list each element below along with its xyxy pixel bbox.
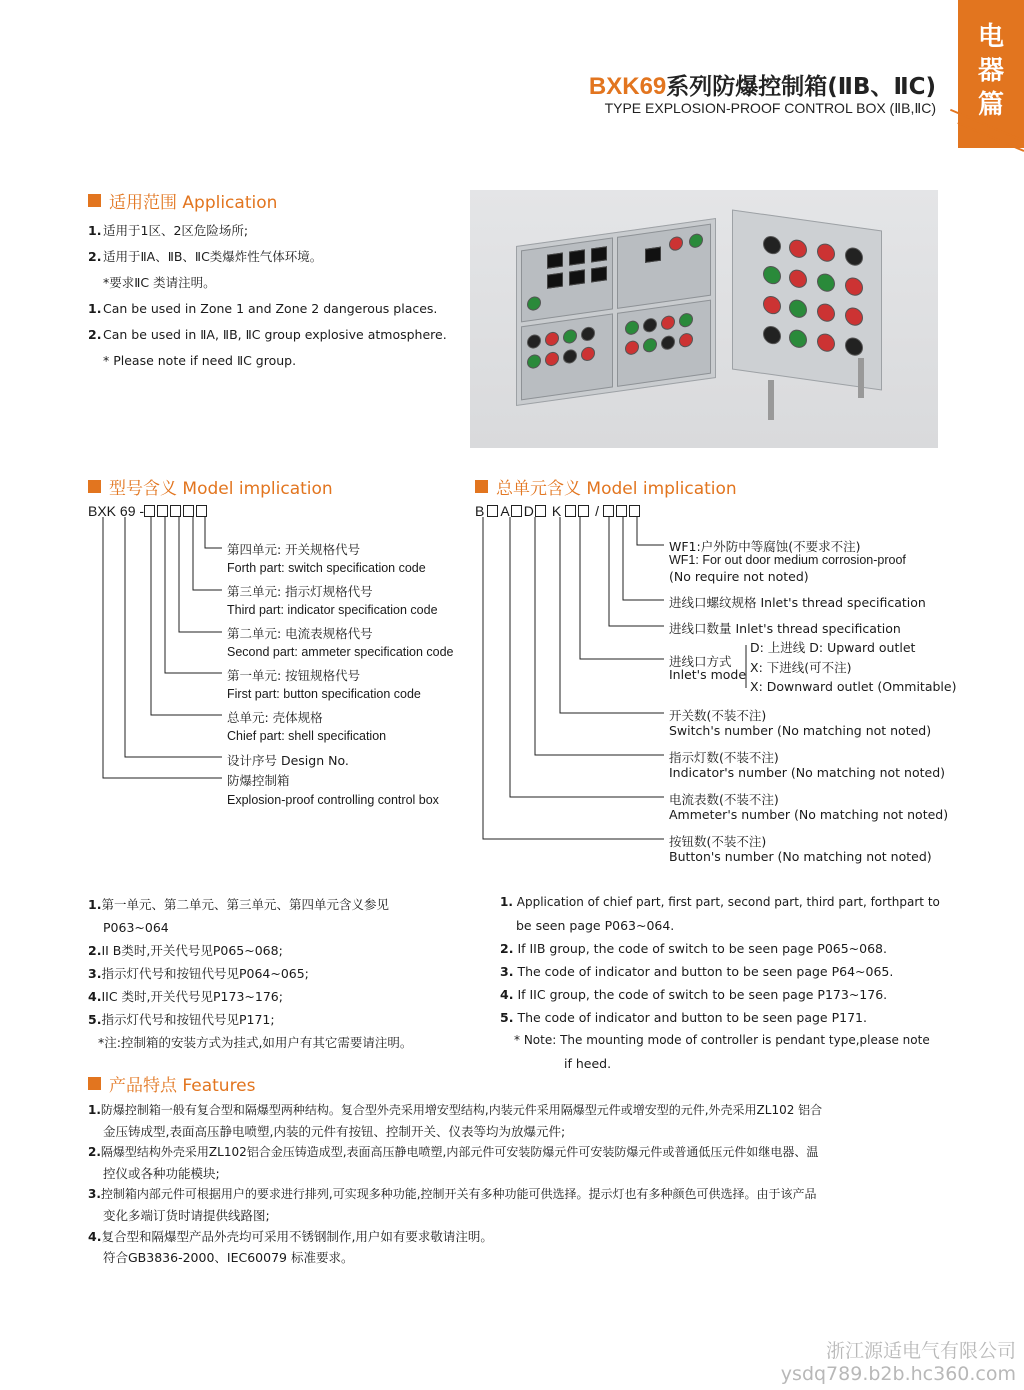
note-line: 3.指示灯代号和按钮代号见P064~065; bbox=[88, 966, 309, 981]
model-label: 进线口方式 bbox=[669, 654, 732, 669]
note-line: 5.指示灯代号和按钮代号见P171; bbox=[88, 1012, 275, 1027]
model-label: 开关数(不装不注) bbox=[669, 708, 767, 723]
section-heading-features: 产品特点 Features bbox=[88, 1071, 256, 1096]
features-list bbox=[88, 1100, 948, 1268]
category-char: 电 bbox=[977, 22, 1004, 52]
list-item: * Please note if need ⅡC group. bbox=[103, 353, 297, 368]
list-item: *要求ⅡC 类请注明。 bbox=[103, 275, 216, 290]
feature-line: 4.复合型和隔爆型产品外壳均可采用不锈钢制作,用户如有要求敬请注明。 bbox=[88, 1229, 493, 1244]
model-label: 总单元: 壳体规格 bbox=[227, 710, 323, 725]
model-label: 指示灯数(不装不注) bbox=[669, 750, 779, 765]
feature-line: 3.控制箱内部元件可根据用户的要求进行排列,可实现多种功能,控制开关有多种功能可供选择。提示灯也有多种颜色可供选择。由于该产品 bbox=[88, 1187, 817, 1201]
model-label: X: 下进线(可不注) bbox=[750, 660, 852, 675]
notes-cn bbox=[88, 893, 478, 1054]
model-label: 设计序号 Design No. bbox=[227, 753, 349, 768]
model-label: Switch's number (No matching not noted) bbox=[669, 723, 932, 738]
note-line: 4.IIC 类时,开关代号见P173~176; bbox=[88, 989, 283, 1004]
page-subtitle: TYPE EXPLOSION-PROOF CONTROL BOX (ⅡB,ⅡC) bbox=[604, 100, 936, 116]
title-model: BXK69 bbox=[588, 73, 667, 100]
note-line: be seen page P063~064. bbox=[516, 918, 675, 933]
feature-line: 2.隔爆型结构外壳采用ZL102铝合金压铸造成型,表面高压静电喷塑,内部元件可安装防爆元件可安装防爆元件或普通低压元件如继电器、温 bbox=[88, 1145, 819, 1159]
feature-line: 符合GB3836-2000、IEC60079 标准要求。 bbox=[103, 1250, 354, 1265]
section-heading-application: 适用范围 Application bbox=[88, 188, 277, 213]
model-label: Second part: ammeter specification code bbox=[227, 645, 454, 659]
feature-line: 变化多端订货时请提供线路图; bbox=[103, 1208, 270, 1223]
list-item: 1. Can be used in Zone 1 and Zone 2 dangerous places. bbox=[88, 301, 438, 316]
note-line: 1. Application of chief part, first part, second part, third part, forthpart to bbox=[500, 895, 940, 909]
note-line: 2. If IIB group, the code of switch to be seen page P065~068. bbox=[500, 941, 887, 956]
model-label: WF1:户外防中等腐蚀(不要求不注) bbox=[669, 539, 861, 554]
feature-line: 金压铸成型,表面高压静电喷塑,内装的元件有按钮、控制开关、仪表等均为放爆元件; bbox=[103, 1124, 566, 1139]
model-label: Third part: indicator specification code bbox=[227, 603, 438, 617]
model-label: Forth part: switch specification code bbox=[227, 561, 426, 575]
bullet-square-icon bbox=[88, 1077, 101, 1090]
model-code-right: B A D K / bbox=[475, 503, 642, 519]
model-label: 进线口数量 Inlet's thread specification bbox=[669, 621, 901, 636]
list-item: 2. 适用于ⅡA、ⅡB、ⅡC类爆炸性气体环境。 bbox=[88, 249, 323, 264]
note-line: 5. The code of indicator and button to be seen page P171. bbox=[500, 1010, 867, 1025]
model-label: Button's number (No matching not noted) bbox=[669, 849, 932, 864]
model-label: (No require not noted) bbox=[669, 569, 809, 584]
model-label: 第四单元: 开关规格代号 bbox=[227, 542, 361, 557]
feature-line: 1.防爆控制箱一般有复合型和隔爆型两种结构。复合型外壳采用增安型结构,内装元件采用隔爆型元件或增安型的元件,外壳采用ZL102 铝合 bbox=[88, 1103, 823, 1117]
model-label: Chief part: shell specification bbox=[227, 729, 387, 743]
model-label: 按钮数(不装不注) bbox=[669, 834, 767, 849]
model-label: 第一单元: 按钮规格代号 bbox=[227, 668, 361, 683]
watermark bbox=[781, 1340, 1016, 1386]
title-cn-text: 系列防爆控制箱(ⅡB、ⅡC) bbox=[666, 74, 936, 100]
model-label: 进线口螺纹规格 Inlet's thread specification bbox=[669, 595, 926, 610]
model-label: 电流表数(不装不注) bbox=[669, 792, 779, 807]
category-char: 篇 bbox=[977, 90, 1004, 120]
note-line: 4. If IIC group, the code of switch to be seen page P173~176. bbox=[500, 987, 888, 1002]
model-label: 防爆控制箱 bbox=[227, 773, 290, 788]
model-label: Inlet's mode bbox=[669, 667, 747, 682]
model-code-left: BXK 69 - bbox=[88, 503, 209, 519]
note-line: 1.第一单元、第二单元、第三单元、第四单元含义参见 bbox=[88, 897, 389, 912]
feature-line: 控仪或各种功能模块; bbox=[103, 1166, 220, 1181]
model-label: WF1: For out door medium corrosion-proof bbox=[669, 553, 906, 567]
note-line: 3. The code of indicator and button to be seen page P64~065. bbox=[500, 964, 894, 979]
note-line: if heed. bbox=[564, 1056, 612, 1071]
watermark-company: 浙江源适电气有限公司 bbox=[825, 1340, 1016, 1362]
list-item: 1. 适用于1区、2区危险场所; bbox=[88, 223, 249, 238]
note-line: P063~064 bbox=[103, 920, 169, 935]
category-char: 器 bbox=[977, 56, 1004, 86]
model-label: Ammeter's number (No matching not noted) bbox=[669, 807, 949, 822]
notes-en bbox=[500, 891, 940, 1075]
section-heading-model-right: 总单元含义 Model implication bbox=[475, 474, 737, 499]
model-label: 第二单元: 电流表规格代号 bbox=[227, 626, 373, 641]
model-label: Explosion-proof controlling control box bbox=[227, 793, 439, 807]
section-heading-model-left: 型号含义 Model implication bbox=[88, 474, 333, 499]
note-line: * Note: The mounting mode of controller is pendant type,please note bbox=[514, 1033, 930, 1047]
note-line: *注:控制箱的安装方式为挂式,如用户有其它需要请注明。 bbox=[98, 1035, 413, 1050]
model-label: 第三单元: 指示灯规格代号 bbox=[227, 584, 373, 599]
watermark-url: ysdq789.b2b.hc360.com bbox=[780, 1363, 1016, 1385]
model-label: First part: button specification code bbox=[227, 687, 421, 701]
model-label: Indicator's number (No matching not noted) bbox=[669, 765, 946, 780]
note-line: 2.II B类时,开关代号见P065~068; bbox=[88, 943, 283, 958]
model-label: D: 上进线 D: Upward outlet bbox=[750, 640, 916, 655]
list-item: 2. Can be used in ⅡA, ⅡB, ⅡC group explosive atmosphere. bbox=[88, 327, 447, 342]
model-label: X: Downward outlet (Ommitable) bbox=[750, 679, 957, 694]
